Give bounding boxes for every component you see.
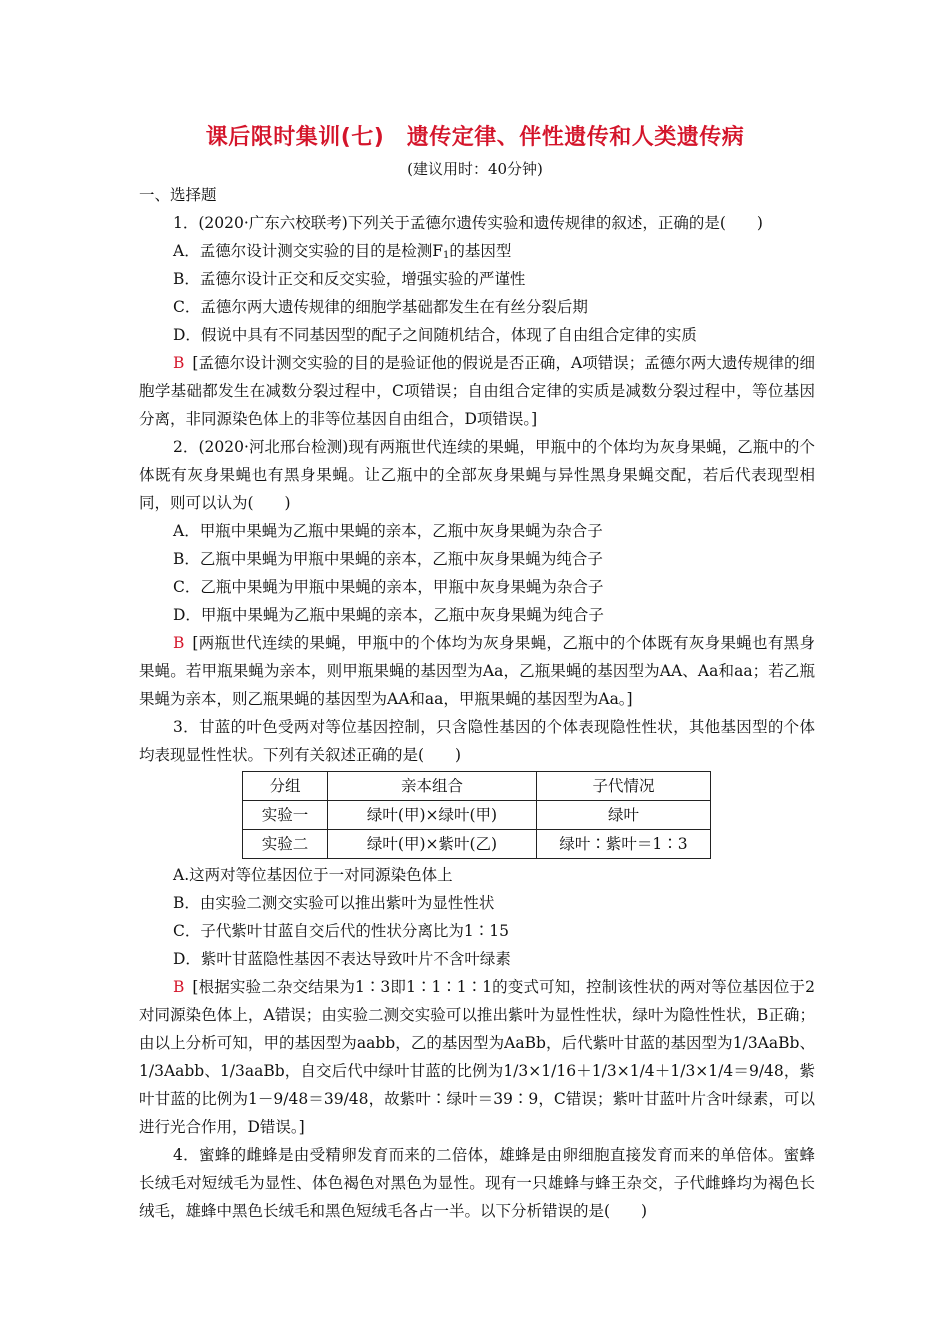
q2-answer: B	[173, 634, 185, 652]
q3-option-d: D．紫叶甘蓝隐性基因不表达导致叶片不含叶绿素	[173, 950, 511, 968]
table-cell: 绿叶	[537, 801, 711, 830]
q2-stem: 2．(2020·河北邢台检测)现有两瓶世代连续的果蝇，甲瓶中的个体均为灰身果蝇，乙瓶中的个体既有灰身果蝇也有黑身果蝇。让乙瓶中的全部灰身果蝇与异性黑身果蝇交配，若后代表现型相同，则可以认为( )	[139, 438, 815, 512]
table-header-cell: 亲本组合	[328, 772, 537, 801]
q1-option-a-text: A．孟德尔设计测交实验的目的是检测F	[173, 242, 443, 260]
page-title: 课后限时集训(七) 遗传定律、伴性遗传和人类遗传病	[205, 125, 745, 150]
q1-explanation-text: [孟德尔设计测交实验的目的是验证他的假说是否正确，A项错误；孟德尔两大遗传规律的细胞学基础都发生在减数分裂过程中，C项错误；自由组合定律的实质是减数分裂过程中，等位基因分离，非同源染色体上的非等位基因自由组合，D项错误。]	[139, 354, 815, 428]
table-cell: 绿叶∶紫叶＝1∶3	[537, 830, 711, 859]
q2-option-a: A．甲瓶中果蝇为乙瓶中果蝇的亲本，乙瓶中灰身果蝇为杂合子	[173, 522, 603, 540]
table-cell: 实验一	[243, 801, 328, 830]
q3-explanation	[139, 973, 815, 1141]
q1-option-b: B．孟德尔设计正交和反交实验，增强实验的严谨性	[173, 270, 526, 288]
q3-answer: B	[173, 978, 185, 996]
q1-option-c: C．孟德尔两大遗传规律的细胞学基础都发生在有丝分裂后期	[173, 298, 588, 316]
suggested-time: (建议用时：40分钟)	[407, 160, 543, 178]
section-heading: 一、选择题	[139, 186, 217, 204]
table-header-cell: 分组	[243, 772, 328, 801]
table-row	[243, 801, 711, 830]
q2-explanation-text: [两瓶世代连续的果蝇，甲瓶中的个体均为灰身果蝇，乙瓶中的个体既有灰身果蝇也有黑身果蝇。若甲瓶果蝇为亲本，则甲瓶果蝇的基因型为Aa，乙瓶果蝇的基因型为AA、Aa和aa；若乙瓶果蝇为亲本，则乙瓶果蝇的基因型为AA和aa，甲瓶果蝇的基因型为Aa。]	[139, 634, 815, 708]
q1-answer: B	[173, 354, 185, 372]
q1-option-a-tail: 的基因型	[449, 242, 512, 260]
q1-option-a-subscript: 1	[442, 250, 450, 261]
q3-option-c: C．子代紫叶甘蓝自交后代的性状分离比为1∶15	[173, 922, 509, 940]
q4-stem: 4．蜜蜂的雌蜂是由受精卵发育而来的二倍体，雄蜂是由卵细胞直接发育而来的单倍体。蜜蜂长绒毛对短绒毛为显性、体色褐色对黑色为显性。现有一只雄蜂与蜂王杂交，子代雌蜂均为褐色长绒毛，雄蜂中黑色长绒毛和黑色短绒毛各占一半。以下分析错误的是( )	[139, 1146, 815, 1220]
q1-explanation	[139, 349, 815, 433]
table-cell: 绿叶(甲)×紫叶(乙)	[328, 830, 537, 859]
q3-stem: 3．甘蓝的叶色受两对等位基因控制，只含隐性基因的个体表现隐性性状，其他基因型的个体均表现显性性状。下列有关叙述正确的是( )	[139, 718, 815, 764]
q2-option-d: D．甲瓶中果蝇为乙瓶中果蝇的亲本，乙瓶中灰身果蝇为纯合子	[173, 606, 604, 624]
q1-stem: 1．(2020·广东六校联考)下列关于孟德尔遗传实验和遗传规律的叙述，正确的是( )	[173, 214, 763, 232]
q3-explanation-text: [根据实验二杂交结果为1∶3即1∶1∶1∶1的变式可知，控制该性状的两对等位基因位于2对同源染色体上，A错误；由实验二测交实验可以推出紫叶为显性性状，绿叶为隐性性状，B正确；由以上分析可知，甲的基因型为aabb，乙的基因型为AaBb，后代紫叶甘蓝的基因型为1/3AaBb、1/3Aabb、1/3aaBb，自交后代中绿叶甘蓝的比例为1/3×1/16＋1/3×1/4＋1/3×1/4＝9/48，紫叶甘蓝的比例为1－9/48＝39/48，故紫叶∶绿叶＝39∶9，C错误；紫叶甘蓝叶片含叶绿素，可以进行光合作用，D错误。]	[139, 978, 815, 1136]
q3-option-b: B．由实验二测交实验可以推出紫叶为显性性状	[173, 894, 495, 912]
table-row	[243, 830, 711, 859]
table-header-row	[243, 772, 711, 801]
q2-explanation	[139, 629, 815, 713]
q1-option-a	[139, 237, 815, 265]
table-cell: 绿叶(甲)×绿叶(甲)	[328, 801, 537, 830]
document-body	[139, 181, 815, 1225]
q2-option-c: C．乙瓶中果蝇为甲瓶中果蝇的亲本，甲瓶中灰身果蝇为杂合子	[173, 578, 604, 596]
q3-option-a: A.这两对等位基因位于一对同源染色体上	[173, 866, 453, 884]
q2-option-b: B．乙瓶中果蝇为甲瓶中果蝇的亲本，乙瓶中灰身果蝇为纯合子	[173, 550, 603, 568]
table-header-cell: 子代情况	[537, 772, 711, 801]
table-cell: 实验二	[243, 830, 328, 859]
q3-table	[242, 771, 711, 859]
q1-option-d: D．假说中具有不同基因型的配子之间随机结合，体现了自由组合定律的实质	[173, 326, 697, 344]
